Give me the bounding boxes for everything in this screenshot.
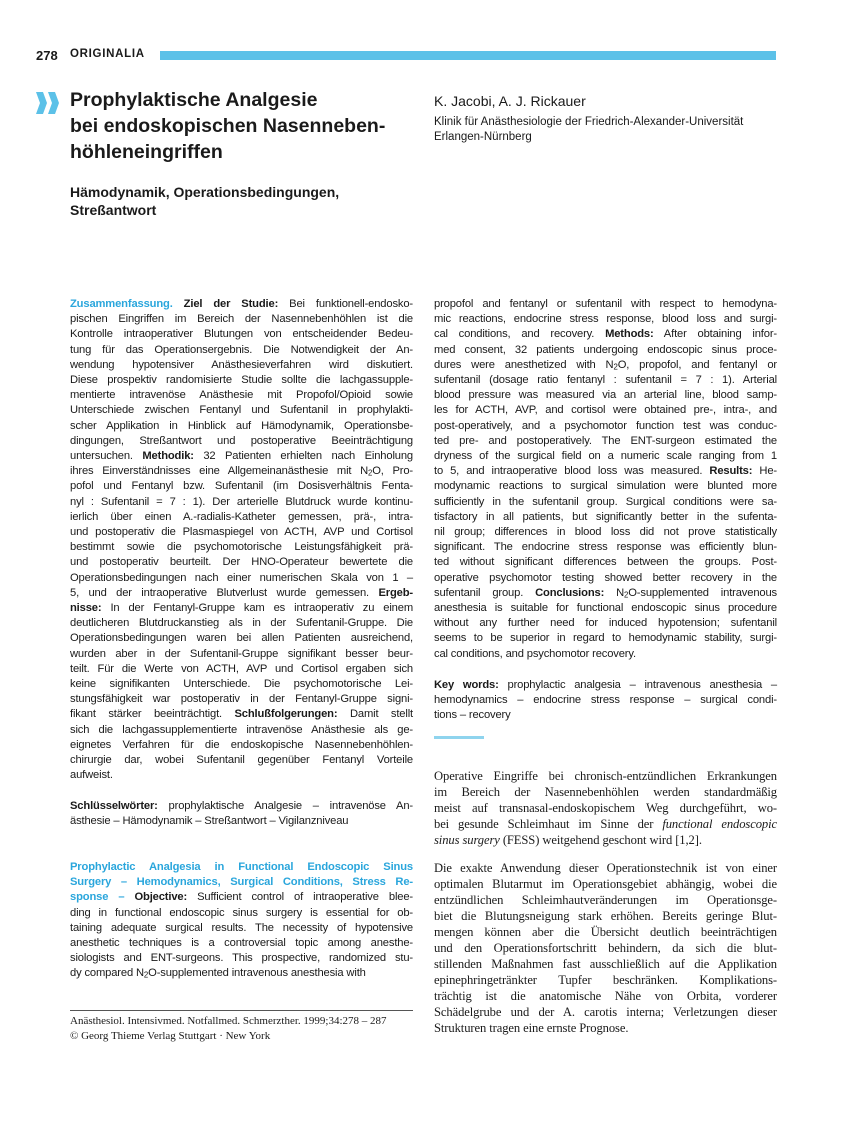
text-line: biet die Blutungsneigung stark erhöhen. Bereits geringe Blut- <box>434 909 777 923</box>
text-line: modynamic reactions to surgical simulation were blunted more <box>434 480 777 493</box>
text-line: ierlich über einen A.-radialis-Katheter gemessen, prä-, intra- <box>70 510 413 523</box>
text-line: sufentanil (dosage ratio fentanyl : sufentanil = 7 : 1). Arterial <box>434 374 777 387</box>
text-line: scher Applikation in Hinblick auf Hämodynamik, Operationsbe- <box>70 419 413 432</box>
text-line: siologists and ENT-surgeons. This prospective, randomized stu- <box>70 952 413 965</box>
text-line: Schlüsselwörter: prophylaktische Analgesie – intravenöse An- <box>70 800 413 812</box>
text-line: fikant stärker beeinträchtigt. Schlußfolgerungen: Damit stellt <box>70 708 413 721</box>
text-line: tions – recovery <box>434 709 511 722</box>
affiliation <box>434 115 743 145</box>
subtitle-line: Hämodynamik, Operationsbedingungen, <box>70 184 340 200</box>
text-line: tisfactory in all patients, but significantly better in the sufenta- <box>434 510 777 523</box>
text-line: deutlicheren Blutdruckanstieg als in der Sufentanil-Gruppe. Die <box>70 617 413 630</box>
text-line: mic reactions, endocrine stress response, blood loss and surgi- <box>434 313 777 326</box>
article-subtitle <box>70 183 410 219</box>
authors: K. Jacobi, A. J. Rickauer <box>434 93 586 109</box>
footer <box>70 1014 387 1044</box>
text-line: to 5, and intraoperative blood loss was measured. Results: He- <box>434 465 777 478</box>
text-line: meist auf transnasal-endoskopischem Weg durchgeführt, wo- <box>434 801 777 815</box>
text-line: Schädelgrube und der A. carotis interna; Verletzungen dieser <box>434 1005 777 1019</box>
keywords-german <box>70 799 413 829</box>
publisher-line: © Georg Thieme Verlag Stuttgart · New York <box>70 1030 271 1042</box>
double-chevron-icon <box>36 92 62 114</box>
text-line: operative psychomotor testing showed better recovery in the <box>434 571 777 584</box>
text-line: ästhesie – Hämodynamik – Streßantwort – Vigilanzniveau <box>70 815 349 828</box>
text-line: Kontrolle intraoperativer Blutungen von entscheidender Bedeu- <box>70 328 413 341</box>
title-line: Prophylaktische Analgesie <box>70 89 318 111</box>
text-line: med consent, 32 patients undergoing endoscopic sinus proce- <box>434 343 777 356</box>
text-line: dy compared $N_2O$-supplemented intravenous anesthesia with <box>70 967 366 980</box>
text-line: seems to be superior in regard to hemodynamic stability, surgi- <box>434 632 777 645</box>
abstract-english-start <box>70 860 413 982</box>
text-line: ding in functional endoscopic sinus surgery is essential for ob- <box>70 906 413 919</box>
text-line: cal conditions, and psychomotor recovery. <box>434 647 636 660</box>
text-line: ted without significant differences between the groups. Post- <box>434 556 777 569</box>
text-line: sinus surgery (FESS) weitgehend geschont wird [1,2]. <box>434 833 702 847</box>
article-title <box>70 87 410 165</box>
text-line: dures were anesthetized with $N_2O$, propofol, and fentanyl or <box>434 358 777 372</box>
text-line: taining adequate surgical results. The necessity of hypotensive <box>70 921 413 934</box>
text-line: mengen können aber die Übersicht deutlich beeinträchtigen <box>434 925 777 939</box>
text-line: dryness of the surgical field on a numeric scale ranging from 1 <box>434 450 777 463</box>
text-line: Diese prospektiv randomisierte Studie sollte die lachgassupple- <box>70 374 413 387</box>
keywords-english <box>434 678 777 724</box>
text-line: bestimmt sowie die psychomotorische Leistungsfähigkeit prä- <box>70 541 413 554</box>
text-line: Prophylactic Analgesia in Functional Endoscopic Sinus <box>70 861 413 873</box>
text-line: propofol and fentanyl or sufentanil with respect to hemodyna- <box>434 298 777 310</box>
text-line: Operationsbedingungen nach einer numerischen Skala von 1 – <box>70 571 413 584</box>
text-line: pofol und Fentanyl bzw. Sufentanil (im Dosisverhältnis Fenta- <box>70 480 413 493</box>
title-line: bei endoskopischen Nasenneben- <box>70 115 386 137</box>
text-line: sponse – Objective: Sufficient control of intraoperative blee- <box>70 891 413 904</box>
affiliation-line: Klinik für Anästhesiologie der Friedrich-Alexander-Universität <box>434 116 744 128</box>
text-line: post-operatively, and a psychomotor function test was conduc- <box>434 419 777 432</box>
text-line: sufentanil group. Conclusions: $N_2O$-supplemented intravenous <box>434 586 777 600</box>
text-line: im Bereich der Nasennebenhöhlen werden standardmäßig <box>434 785 777 799</box>
text-line: stillenden Maßnahmen fast ausschließlich auf die Applikation <box>434 957 777 971</box>
title-line: höhleneingriffen <box>70 141 223 163</box>
text-line: chirurgie dar, wobei Sufentanil gegenüber Fentanyl Vorteile <box>70 754 413 767</box>
text-line: 5, und der intraoperative Blutverlust wurde gemessen. Ergeb- <box>70 586 413 599</box>
body-paragraph-2 <box>434 860 777 1036</box>
text-line: epinephringetränkter Tupfer beschränken. Komplikations- <box>434 973 777 987</box>
page-number: 278 <box>36 48 58 63</box>
text-line: ted pre- and postoperatively. The ENT-surgeon estimated the <box>434 434 777 447</box>
body-paragraph-1 <box>434 768 777 848</box>
text-line: Surgery – Hemodynamics, Surgical Conditions, Stress Re- <box>70 876 413 889</box>
text-line: Strukturen tragen eine ernste Prognose. <box>434 1021 629 1035</box>
text-line: und postoperativ beurteilt. Der HNO-Operateur bewertete die <box>70 556 413 569</box>
text-line: anesthetic techniques is a controversial topic among anesthe- <box>70 937 413 950</box>
text-line: tung für das Operationsergebnis. Die Notwendigkeit der An- <box>70 343 413 356</box>
text-line: optimalen Blutarmut im Operationsgebiet abhängig, wobei die <box>434 877 777 891</box>
text-line: sufficiently in the sufentanil group. Surgical conditions were sa- <box>434 495 777 508</box>
journal-citation: Anästhesiol. Intensivmed. Notfallmed. Schmerzther. 1999;34:278 – 287 <box>70 1015 387 1027</box>
section-divider <box>434 736 484 739</box>
text-line: keine signifikanten Unterschiede. Die psychomotorische Lei- <box>70 678 413 691</box>
text-line: bei gesunde Schleimhaut im Sinne der functional endoscopic <box>434 817 777 831</box>
text-line: nyl : Sufentanil = 7 : 1). Der arterielle Blutdruck wurde kontinu- <box>70 495 413 508</box>
text-line: wendung hypotensiver Anästhesieverfahren wird diskutiert. <box>70 358 413 371</box>
text-line: und den Operationsfortschritt behindern, da sich die blut- <box>434 941 777 955</box>
affiliation-line: Erlangen-Nürnberg <box>434 131 532 143</box>
text-line: hemodynamics – endocrine stress response – surgical condi- <box>434 694 777 707</box>
text-line: nisse: In der Fentanyl-Gruppe kam es intraoperativ zu einem <box>70 602 413 615</box>
text-line: anesthesia is suitable for functional endoscopic sinus procedure <box>434 602 777 615</box>
text-line: und postoperativ die Plasmaspiegel von ACTH, AVP und Cortisol <box>70 526 413 539</box>
subtitle-line: Streßantwort <box>70 202 157 218</box>
section-label: ORIGINALIA <box>70 48 145 60</box>
text-line: Operationsbedingungen waren bei allen Patienten ausreichend, <box>70 632 413 645</box>
abstract-german <box>70 297 413 784</box>
text-line: untersuchen. Methodik: 32 Patienten erhielten nach Einholung <box>70 450 414 463</box>
footer-rule <box>70 1010 413 1011</box>
text-line: stungsfähigkeit war postoperativ in der Fentanyl-Gruppe signi- <box>70 693 413 706</box>
text-line: Zusammenfassung. Ziel der Studie: Bei funktionell-endosko- <box>70 298 413 310</box>
text-line: Die exakte Anwendung dieser Operationstechnik ist von einer <box>434 861 777 875</box>
text-line: Key words: prophylactic analgesia – intravenous anesthesia – <box>434 679 777 691</box>
abstract-english-continued <box>434 297 777 662</box>
text-line: without any further need for induced hypotension; sufentanil <box>434 617 777 630</box>
text-line: nil group; differences in blood loss did not prove statistically <box>434 526 777 539</box>
text-line: dingungen, Streßantwort und postoperative Beeinträchtigung <box>70 434 413 447</box>
text-line: significant. The endocrine stress response was efficiently blun- <box>434 541 777 554</box>
text-line: wurden aber in der Sufentanil-Gruppe signifikant besser beur- <box>70 647 413 660</box>
text-line: aufweist. <box>70 769 113 782</box>
text-line: trächtig ist die anatomische Nähe von Orbita, vorderer <box>434 989 777 1003</box>
text-line: Unterschiede zwischen Fentanyl und Sufentanil in prophylakti- <box>70 404 413 417</box>
text-line: entzündlichen Schleimhautveränderungen im Operationsge- <box>434 893 777 907</box>
text-line: les for ACTH, AVP, and cortisol were obtained pre-, intra-, and <box>434 404 777 417</box>
text-line: eignetes Verfahren für die endoskopische Nasennebenhöhlen- <box>70 738 413 751</box>
text-line: teilt. Für die Werte von ACTH, AVP und Cortisol ergaben sich <box>70 662 413 675</box>
text-line: ihres Einverständnisses eine Allgemeinanästhesie mit $N_2O$, Pro- <box>70 465 413 478</box>
text-line: cal conditions, and recovery. Methods: After obtaining infor- <box>434 328 777 341</box>
text-line: Operative Eingriffe bei chronisch-entzündlichen Erkrankungen <box>434 769 777 783</box>
text-line: blood pressure was measured via an arterial line, blood samp- <box>434 389 777 402</box>
text-line: pischen Eingriffen im Bereich der Nasennebenhöhlen ist die <box>70 313 413 326</box>
text-line: mentierte intravenöse Anästhesie mit Propofol/Opioid sowie <box>70 389 413 402</box>
text-line: sich die lachgassupplementierte intravenöse Anästhesie als ge- <box>70 723 413 736</box>
header-bar <box>160 51 776 60</box>
